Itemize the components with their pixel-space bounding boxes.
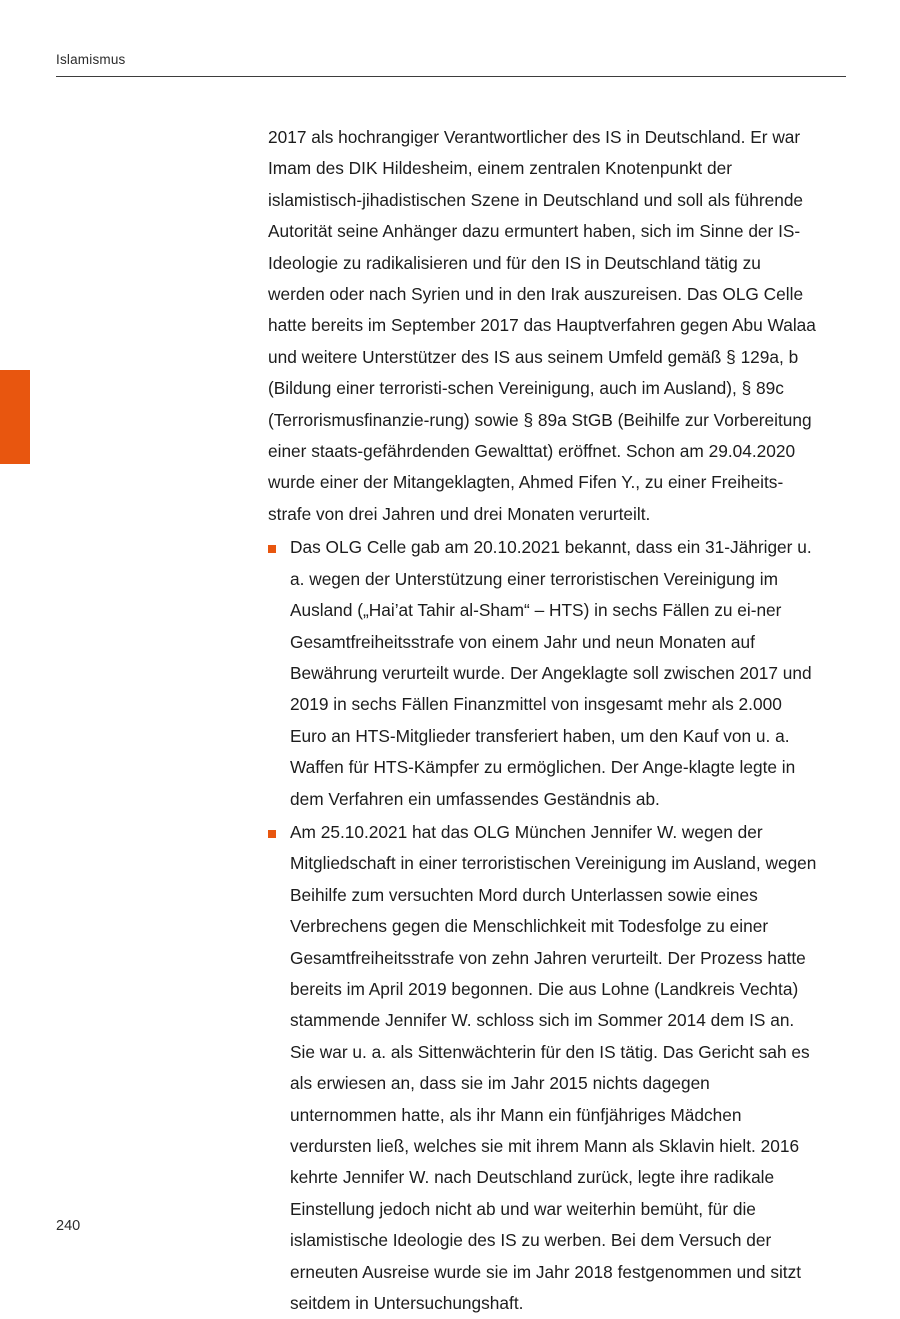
list-item (268, 532, 820, 815)
list-item-text: Das OLG Celle gab am 20.10.2021 bekannt, dass ein 31-Jähriger u. a. wegen der Unterstützung einer terroristischen Vereinigung im Ausland („Hai’at Tahir al-Sham“ – HTS) in sechs Fällen zu ei-ner Gesamtfreiheitsstrafe von einem Jahr und neun Monaten auf Bewährung verurteilt wurde. Der Angeklagte soll zwischen 2017 und 2019 in sechs Fällen Finanzmittel von insgesamt mehr als 2.000 Euro an HTS-Mitglieder transferiert haben, um den Kauf von u. a. Waffen für HTS-Kämpfer zu ermöglichen. Der Ange-klagte legte in dem Verfahren ein umfassendes Geständnis ab. (290, 537, 812, 809)
bullet-square-icon (268, 830, 276, 838)
page-header (56, 52, 846, 77)
page-body (268, 122, 820, 1319)
list-item (268, 817, 820, 1319)
list-item-text: Am 25.10.2021 hat das OLG München Jennifer W. wegen der Mitgliedschaft in einer terroristischen Vereinigung im Ausland, wegen Beihilfe zum versuchten Mord durch Unterlassen sowie eines Verbrechens gegen die Menschlichkeit mit Todesfolge zu einer Gesamtfreiheitsstrafe von zehn Jahren verurteilt. Der Prozess hatte bereits im April 2019 begonnen. Die aus Lohne (Landkreis Vechta) stammende Jennifer W. schloss sich im Sommer 2014 dem IS an. Sie war u. a. als Sittenwächterin für den IS tätig. Das Gericht sah es als erwiesen an, dass sie im Jahr 2015 nichts dagegen unternommen hatte, als ihr Mann ein fünfjähriges Mädchen verdursten ließ, welches sie mit ihrem Mann als Sklavin hielt. 2016 kehrte Jennifer W. nach Deutschland zurück, legte ihre radikale Einstellung jedoch nicht ab und war weiterhin bemüht, für die islamistische Ideologie des IS zu werben. Bei dem Versuch der erneuten Ausreise wurde sie im Jahr 2018 festgenommen und sitzt seitdem in Untersuchungshaft. (290, 821, 817, 1314)
section-edge-tab (0, 370, 30, 464)
bullet-square-icon (268, 545, 276, 553)
header-divider (56, 76, 846, 77)
paragraph-continued: 2017 als hochrangiger Verantwortlicher des IS in Deutschland. Er war Imam des DIK Hildesheim, einem zentralen Knotenpunkt der islamistisch-jihadistischen Szene in Deutschland und soll als führende Autorität seine Anhänger dazu ermuntert haben, sich im Sinne der IS-Ideologie zu radikalisieren und für den IS in Deutschland tätig zu werden oder nach Syrien und in den Irak auszureisen. Das OLG Celle hatte bereits im September 2017 das Hauptverfahren gegen Abu Walaa und weitere Unterstützer des IS aus seinem Umfeld gemäß § 129a, b (Bildung einer terroristi-schen Vereinigung, auch im Ausland), § 89c (Terrorismusfinanzie-rung) sowie § 89a StGB (Beihilfe zur Vorbereitung einer staats-gefährdenden Gewalttat) eröffnet. Schon am 29.04.2020 wurde einer der Mitangeklagten, Ahmed Fifen Y., zu einer Freiheits-strafe von drei Jahren und drei Monaten verurteilt. (268, 127, 816, 524)
page-number: 240 (56, 1218, 81, 1234)
running-head-section: Islamismus (56, 52, 126, 67)
